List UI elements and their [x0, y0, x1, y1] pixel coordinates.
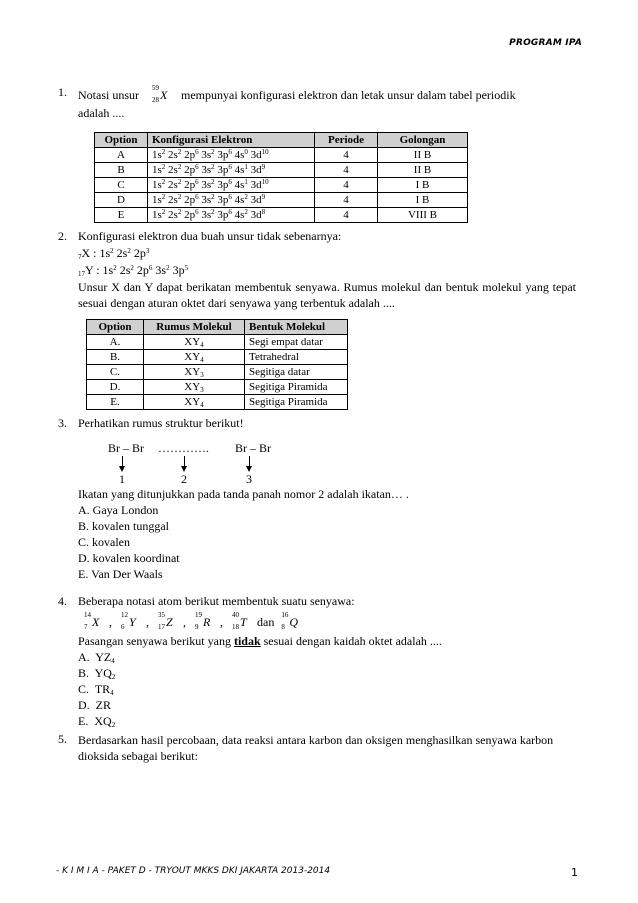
answer-option: C. kovalen — [78, 535, 130, 549]
nuclide-list: 14 7 X , 12 6 Y , 35 17 Z , 19 9 R , 40 18 T dan 16 8 Q — [84, 612, 576, 632]
answer-option: C. $TR_4$ — [78, 682, 114, 697]
answer-option: B. kovalen tunggal — [78, 519, 169, 533]
electron-config: $1s^2$ $2s^2$ $2p^6$ $3s^2$ $3p^6$ $4s^1$ $3d^{10}$ — [148, 178, 315, 193]
structure-left: Br – Br — [108, 441, 144, 455]
question-prompt: Ikatan yang ditunjukkan pada tanda panah nomor 2 adalah ikatan… . — [78, 487, 409, 501]
question-5 — [58, 732, 576, 764]
answer-option: A. $YZ_4$ — [78, 650, 115, 665]
table-row: A. $XY_4$ Segi empat datar — [87, 335, 348, 350]
question-text-cont: mempunyai konfigurasi elektron dan letak unsur dalam tabel periodik — [181, 88, 516, 102]
question-text: Beberapa notasi atom berikut membentuk suatu senyawa: — [78, 594, 355, 608]
nuclide-notation: 14 7 X — [84, 611, 100, 631]
config-x: $_7$X : $1s^2$ $2s^2$ $2p^3$ — [78, 246, 150, 261]
question-number: 1. — [58, 85, 67, 99]
molecular-formula: $XY_4$ — [144, 335, 245, 350]
page-number: 1 — [571, 866, 578, 879]
molecular-formula: $XY_3$ — [144, 365, 245, 380]
q2-options-table — [86, 319, 348, 410]
q1-options-table — [94, 132, 468, 223]
answer-option: E. $XQ_2$ — [78, 714, 116, 729]
table-row: D $1s^2$ $2s^2$ $2p^6$ $3s^2$ $3p^6$ $4s^2$ $3d^9$ 4 I B — [95, 193, 468, 208]
nuclide-notation: 16 8 Q — [281, 611, 298, 631]
molecular-formula: $XY_4$ — [144, 350, 245, 365]
table-row: C $1s^2$ $2s^2$ $2p^6$ $3s^2$ $3p^6$ $4s^1$ $3d^{10}$ 4 I B — [95, 178, 468, 193]
question-text: Perhatikan rumus struktur berikut! — [78, 416, 244, 430]
table-header: Konfigurasi Elektron — [148, 133, 315, 148]
question-prompt: Pasangan senyawa berikut yang tidak sesuai dengan kaidah oktet adalah .... — [78, 634, 442, 648]
table-row: B. $XY_4$ Tetrahedral — [87, 350, 348, 365]
question-number: 2. — [58, 229, 67, 243]
answer-option: D. kovalen koordinat — [78, 551, 180, 565]
config-y: $_{17}$Y : $1s^2$ $2s^2$ $2p^6$ $3s^2$ $3p^5$ — [78, 263, 189, 278]
electron-config: $1s^2$ $2s^2$ $2p^6$ $3s^2$ $3p^6$ $4s^2$ $3d^8$ — [148, 208, 315, 223]
footer-text: - K I M I A - PAKET D - TRYOUT MKKS DKI JAKARTA 2013-2014 — [56, 866, 331, 876]
table-header: Option — [95, 133, 148, 148]
answer-option: E. Van Der Waals — [78, 567, 163, 581]
answer-option: D. ZR — [78, 698, 112, 712]
table-row: C. $XY_3$ Segitiga datar — [87, 365, 348, 380]
structure-dots: …………. — [158, 441, 209, 455]
nuclide-notation: 40 18 T — [232, 611, 247, 631]
structure-right: Br – Br — [235, 441, 271, 455]
electron-config: $1s^2$ $2s^2$ $2p^6$ $3s^2$ $3p^6$ $4s^0$ $3d^{10}$ — [148, 148, 315, 163]
table-header: Periode — [315, 133, 378, 148]
nuclide-notation: 19 9 R — [195, 611, 211, 631]
question-3 — [58, 416, 576, 583]
question-2 — [58, 229, 576, 410]
table-row: E $1s^2$ $2s^2$ $2p^6$ $3s^2$ $3p^6$ $4s^2$ $3d^8$ 4 VIII B — [95, 208, 468, 223]
table-header: Option — [87, 320, 144, 335]
question-number: 4. — [58, 594, 67, 608]
table-header: Rumus Molekul — [144, 320, 245, 335]
arrow-label: 1 — [119, 472, 125, 486]
bond-structure — [78, 441, 576, 487]
question-4 — [58, 594, 576, 730]
nuclide-notation: 59 28 X — [152, 84, 168, 104]
question-text: Notasi unsur — [78, 88, 139, 102]
question-number: 5. — [58, 732, 67, 746]
table-row: A $1s^2$ $2s^2$ $2p^6$ $3s^2$ $3p^6$ $4s^0$ $3d^{10}$ 4 II B — [95, 148, 468, 163]
molecular-formula: $XY_4$ — [144, 395, 245, 410]
answer-option: B. $YQ_2$ — [78, 666, 116, 681]
question-1 — [58, 84, 576, 223]
nuclide-notation: 12 6 Y — [121, 611, 136, 631]
question-number: 3. — [58, 416, 67, 430]
table-row: B $1s^2$ $2s^2$ $2p^6$ $3s^2$ $3p^6$ $4s^1$ $3d^9$ 4 II B — [95, 163, 468, 178]
table-header: Golongan — [378, 133, 468, 148]
question-text-line2: adalah .... — [78, 106, 125, 120]
electron-config: $1s^2$ $2s^2$ $2p^6$ $3s^2$ $3p^6$ $4s^1$ $3d^9$ — [148, 163, 315, 178]
molecular-formula: $XY_3$ — [144, 380, 245, 395]
table-header: Bentuk Molekul — [245, 320, 348, 335]
arrow-label: 3 — [246, 472, 252, 486]
question-text: Berdasarkan hasil percobaan, data reaksi antara karbon dan oksigen menghasilkan senyawa karbon dioksida sebagai berikut: — [78, 733, 554, 763]
page-footer — [56, 866, 578, 877]
nuclide-notation: 35 17 Z — [158, 611, 173, 631]
arrow-label: 2 — [181, 472, 187, 486]
answer-option: A. Gaya London — [78, 503, 159, 517]
electron-config: $1s^2$ $2s^2$ $2p^6$ $3s^2$ $3p^6$ $4s^2$ $3d^9$ — [148, 193, 315, 208]
program-header: PROGRAM IPA — [509, 38, 582, 48]
table-row: D. $XY_3$ Segitiga Piramida — [87, 380, 348, 395]
question-body: Unsur X dan Y dapat berikatan membentuk senyawa. Rumus molekul dan bentuk molekul yang tepat sesuai dengan aturan oktet dari senyawa yang terbentuk adalah .... — [78, 280, 576, 310]
table-row: E. $XY_4$ Segitiga Piramida — [87, 395, 348, 410]
question-text: Konfigurasi elektron dua buah unsur tidak sebenarnya: — [78, 229, 342, 243]
